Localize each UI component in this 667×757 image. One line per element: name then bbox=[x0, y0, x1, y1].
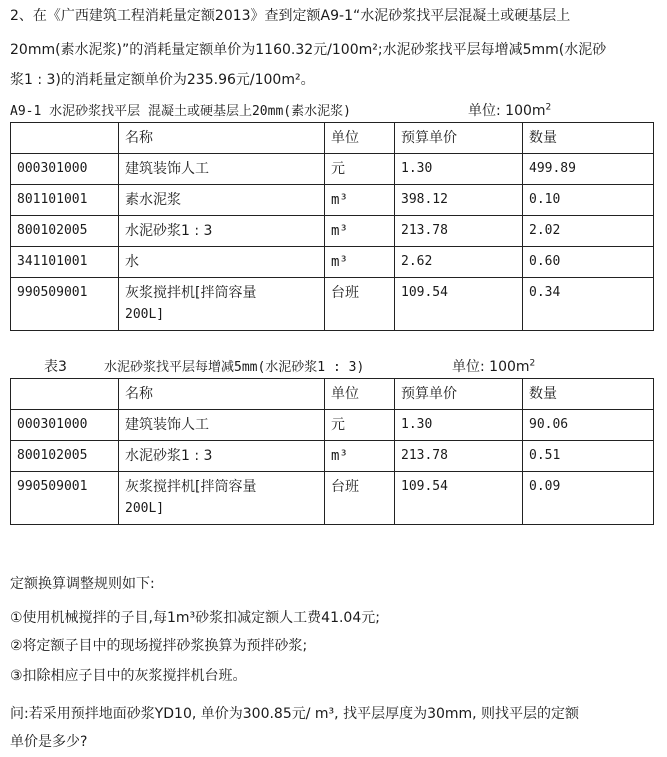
row-code: 990509001 bbox=[11, 278, 119, 331]
row-code: 800102005 bbox=[11, 216, 119, 247]
row-name: 水泥砂浆1 : 3 bbox=[119, 441, 325, 472]
row-price: 109.54 bbox=[395, 472, 523, 525]
table-row bbox=[11, 216, 654, 247]
table2 bbox=[10, 378, 654, 525]
table2-header-name: 名称 bbox=[119, 379, 325, 410]
table2-label: 表3 bbox=[44, 359, 67, 375]
row-name-line-1: 灰浆搅拌机[拌筒容量 bbox=[125, 285, 257, 301]
table-row bbox=[11, 154, 654, 185]
row-name bbox=[119, 472, 325, 525]
row-unit: 元 bbox=[325, 154, 395, 185]
row-qty: 2.02 bbox=[523, 216, 654, 247]
table2-title-text: 水泥砂浆找平层每增减5mm(水泥砂浆1 : 3) bbox=[104, 360, 365, 375]
table-row bbox=[11, 472, 654, 525]
table2-header-price: 预算单价 bbox=[395, 379, 523, 410]
table1 bbox=[10, 122, 654, 331]
row-price: 398.12 bbox=[395, 185, 523, 216]
table-row bbox=[11, 441, 654, 472]
table2-unit-sup: 2 bbox=[529, 358, 536, 369]
table-row bbox=[11, 410, 654, 441]
row-code: 000301000 bbox=[11, 410, 119, 441]
rule-item-2: ②将定额子目中的现场搅拌砂浆换算为预拌砂浆; bbox=[10, 638, 308, 654]
row-qty: 90.06 bbox=[523, 410, 654, 441]
row-name: 水泥砂浆1 : 3 bbox=[119, 216, 325, 247]
rule-item-1: ①使用机械搅拌的子目,每1m³砂浆扣减定额人工费41.04元; bbox=[10, 610, 380, 626]
row-qty: 0.60 bbox=[523, 247, 654, 278]
table2-unit bbox=[452, 356, 535, 376]
rule-item-3: ③扣除相应子目中的灰浆搅拌机台班。 bbox=[10, 668, 247, 684]
table1-header-price: 预算单价 bbox=[395, 123, 523, 154]
row-qty: 0.51 bbox=[523, 441, 654, 472]
intro-line-3: 浆1 : 3)的消耗量定额单价为235.96元/100m²。 bbox=[10, 72, 315, 88]
row-code: 341101001 bbox=[11, 247, 119, 278]
row-name-line-2: 200L] bbox=[125, 501, 165, 516]
row-qty: 0.34 bbox=[523, 278, 654, 331]
row-code: 800102005 bbox=[11, 441, 119, 472]
table-row bbox=[11, 247, 654, 278]
table-row bbox=[11, 185, 654, 216]
row-qty: 0.09 bbox=[523, 472, 654, 525]
row-name bbox=[119, 278, 325, 331]
question-line-1: 问:若采用预拌地面砂浆YD10, 单价为300.85元/ m³, 找平层厚度为30mm, 则找平层的定额 bbox=[10, 706, 580, 722]
table1-title-text: A9-1 水泥砂浆找平层 混凝土或硬基层上20mm(素水泥浆) bbox=[10, 104, 351, 119]
row-qty: 0.10 bbox=[523, 185, 654, 216]
row-unit: m³ bbox=[325, 216, 395, 247]
row-name-line-2: 200L] bbox=[125, 307, 165, 322]
table2-header-unit: 单位 bbox=[325, 379, 395, 410]
table1-title bbox=[10, 100, 351, 119]
table2-unit-label: 单位: 100m bbox=[452, 359, 530, 375]
table1-unit-label: 单位: 100m bbox=[468, 103, 546, 119]
row-code: 990509001 bbox=[11, 472, 119, 525]
rules-heading: 定额换算调整规则如下: bbox=[10, 576, 155, 592]
row-unit: 台班 bbox=[325, 472, 395, 525]
table2-title bbox=[104, 356, 364, 375]
table1-unit-sup: 2 bbox=[545, 102, 552, 113]
table2-header-code bbox=[11, 379, 119, 410]
row-unit: 元 bbox=[325, 410, 395, 441]
row-unit: m³ bbox=[325, 441, 395, 472]
row-price: 1.30 bbox=[395, 154, 523, 185]
table1-header-row bbox=[11, 123, 654, 154]
row-name: 水 bbox=[119, 247, 325, 278]
row-unit: 台班 bbox=[325, 278, 395, 331]
row-code: 801101001 bbox=[11, 185, 119, 216]
row-unit: m³ bbox=[325, 247, 395, 278]
table-row bbox=[11, 278, 654, 331]
row-price: 213.78 bbox=[395, 216, 523, 247]
row-price: 1.30 bbox=[395, 410, 523, 441]
row-code: 000301000 bbox=[11, 154, 119, 185]
row-name: 建筑装饰人工 bbox=[119, 154, 325, 185]
row-name: 素水泥浆 bbox=[119, 185, 325, 216]
table1-header-name: 名称 bbox=[119, 123, 325, 154]
table1-header-code bbox=[11, 123, 119, 154]
row-name: 建筑装饰人工 bbox=[119, 410, 325, 441]
row-price: 109.54 bbox=[395, 278, 523, 331]
row-price: 2.62 bbox=[395, 247, 523, 278]
question-line-2: 单价是多少? bbox=[10, 734, 88, 750]
intro-line-2: 20mm(素水泥浆)”的消耗量定额单价为1160.32元/100m²;水泥砂浆找平层每增减5mm(水泥砂 bbox=[10, 42, 607, 58]
row-name-line-1: 灰浆搅拌机[拌筒容量 bbox=[125, 479, 257, 495]
table1-unit bbox=[468, 100, 551, 120]
table1-header-qty: 数量 bbox=[523, 123, 654, 154]
row-unit: m³ bbox=[325, 185, 395, 216]
intro-line-1: 2、在《广西建筑工程消耗量定额2013》查到定额A9-1“水泥砂浆找平层混凝土或硬基层上 bbox=[10, 8, 571, 24]
row-qty: 499.89 bbox=[523, 154, 654, 185]
table2-header-row bbox=[11, 379, 654, 410]
row-price: 213.78 bbox=[395, 441, 523, 472]
table2-header-qty: 数量 bbox=[523, 379, 654, 410]
table1-header-unit: 单位 bbox=[325, 123, 395, 154]
